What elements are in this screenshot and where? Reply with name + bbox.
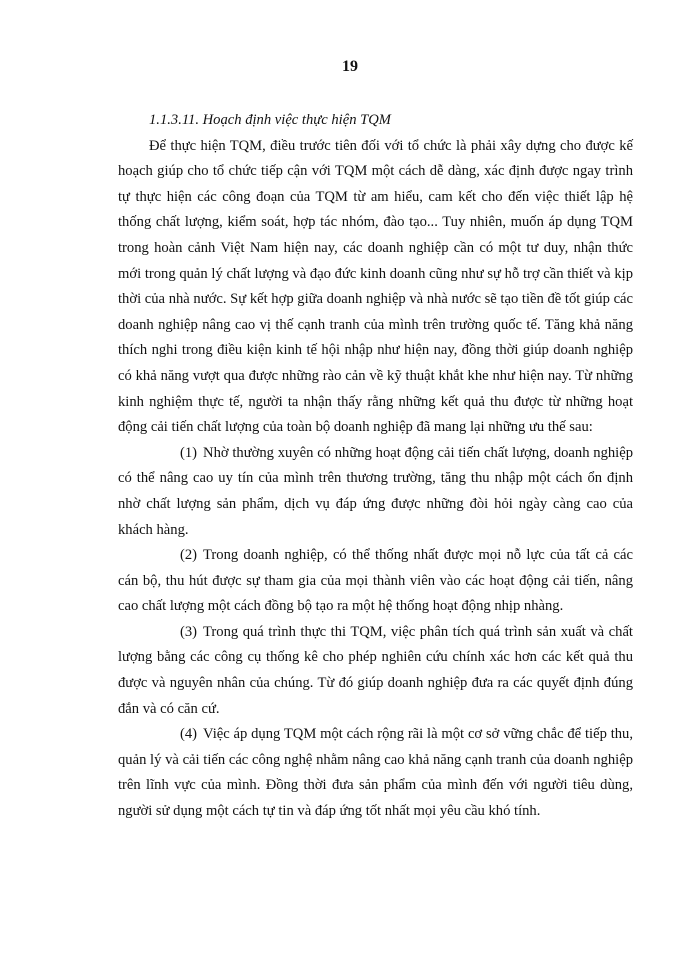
intro-paragraph: Để thực hiện TQM, điều trước tiên đối với tổ chức là phải xây dựng cho được kế hoạch giúp cho tổ chức tiếp cận với TQM một cách dễ dàng, xác định được ngay trình tự thực hiện các công đoạn của TQM từ am hiểu, cam kết cho đến việc thiết lập hệ thống chất lượng, kiểm soát, hợp tác nhóm, đào tạo... Tuy nhiên, muốn áp dụng TQM trong hoàn cảnh Việt Nam hiện nay, các doanh nghiệp cần có một tư duy, nhận thức mới trong quản lý chất lượng và đạo đức kinh doanh cũng như sự hỗ trợ cần thiết và kịp thời của nhà nước. Sự kết hợp giữa doanh nghiệp và nhà nước sẽ tạo tiền đề tốt giúp các doanh nghiệp nâng cao vị thế cạnh tranh của mình trên trường quốc tế. Tăng khả năng thích nghi trong điều kiện kinh tế hội nhập như hiện nay, đồng thời giúp doanh nghiệp có khả năng vượt qua được những rào cản về kỹ thuật khắt khe như hiện nay. Từ những kinh nghiệm thực tế, người ta nhận thấy rằng những kết quả thu được từ những hoạt động cải tiến chất lượng của toàn bộ doanh nghiệp đã mang lại những ưu thế sau: [118,137,633,436]
section-heading: 1.1.3.11. Hoạch định việc thực hiện TQM [149,112,391,128]
list-item-number: (1) [180,444,198,461]
list-item-number: (4) [180,726,198,743]
page-content [118,108,633,825]
list-item-text: Trong doanh nghiệp, có thể thống nhất được mọi nỗ lực của tất cả các cán bộ, thu hút được sự tham gia của mọi thành viên vào các hoạt động cải tiến, nâng cao chất lượng một cách đồng bộ tạo ra một hệ thống hoạt động nhịp nhàng. [118,547,633,615]
list-item [118,722,633,824]
list-item-number: (2) [180,547,198,564]
page-number: 19 [342,58,358,75]
list-item-text: Việc áp dụng TQM một cách rộng rãi là một cơ sở vững chắc để tiếp thu, quản lý và cải tiến các công nghệ nhằm nâng cao khả năng cạnh tranh của doanh nghiệp trên lĩnh vực của mình. Đồng thời đưa sản phẩm của mình đến với người tiêu dùng, người sử dụng một cách tự tin và đáp ứng tốt nhất mọi yêu cầu khó tính. [118,726,633,820]
list-item-number: (3) [180,623,198,640]
list-item [118,441,633,543]
list-item [118,620,633,722]
list-item-text: Nhờ thường xuyên có những hoạt động cải tiến chất lượng, doanh nghiệp có thể nâng cao uy tín của mình trên thương trường, tăng thu nhập một cách ổn định nhờ chất lượng sản phẩm, dịch vụ đáp ứng được những đòi hỏi ngày càng cao của khách hàng. [118,444,633,538]
list-item [118,543,633,620]
list-item-text: Trong quá trình thực thi TQM, việc phân tích quá trình sản xuất và chất lượng bằng các công cụ thống kê cho phép nghiên cứu chính xác hơn các kết quả thu được và nguyên nhân của chúng. Từ đó giúp doanh nghiệp đưa ra các quyết định đúng đắn và có căn cứ. [118,623,633,717]
